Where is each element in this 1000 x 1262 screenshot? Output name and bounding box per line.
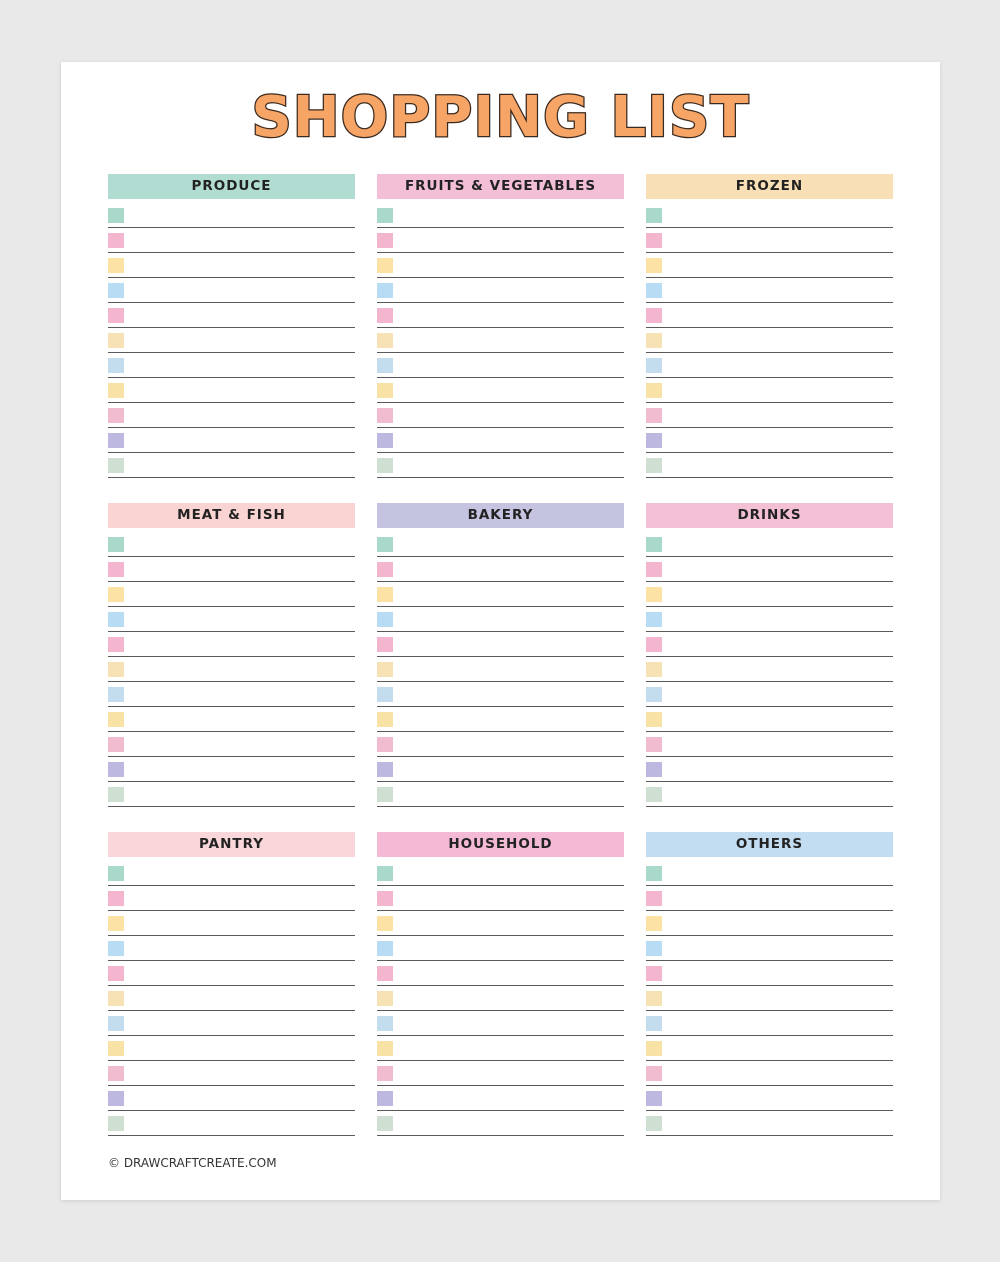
checkbox[interactable] <box>377 333 393 348</box>
list-item <box>646 1111 893 1136</box>
list-item <box>377 428 624 453</box>
section-drinks <box>646 503 893 807</box>
item-rows <box>377 201 624 478</box>
checkbox[interactable] <box>377 687 393 702</box>
checkbox[interactable] <box>377 941 393 956</box>
list-item <box>377 886 624 911</box>
list-item <box>646 1061 893 1086</box>
list-item <box>377 228 624 253</box>
checkbox[interactable] <box>108 662 124 677</box>
list-item <box>377 682 624 707</box>
section-header: MEAT & FISH <box>108 503 355 528</box>
checkbox[interactable] <box>646 208 662 223</box>
checkbox[interactable] <box>377 891 393 906</box>
list-item <box>377 278 624 303</box>
checkbox[interactable] <box>108 333 124 348</box>
checkbox[interactable] <box>646 383 662 398</box>
checkbox[interactable] <box>108 1041 124 1056</box>
list-item <box>646 986 893 1011</box>
checkbox[interactable] <box>646 762 662 777</box>
list-item <box>377 403 624 428</box>
section-meat-fish <box>108 503 355 807</box>
list-item <box>108 557 355 582</box>
list-item <box>377 961 624 986</box>
checkbox[interactable] <box>377 258 393 273</box>
list-item <box>646 353 893 378</box>
list-item <box>108 253 355 278</box>
checkbox[interactable] <box>646 1066 662 1081</box>
list-item <box>377 557 624 582</box>
checkbox[interactable] <box>646 1041 662 1056</box>
checkbox[interactable] <box>108 358 124 373</box>
checkbox[interactable] <box>377 737 393 752</box>
checkbox[interactable] <box>377 1116 393 1131</box>
checkbox[interactable] <box>108 991 124 1006</box>
list-item <box>108 1111 355 1136</box>
list-item <box>108 428 355 453</box>
checkbox[interactable] <box>646 1091 662 1106</box>
checkbox[interactable] <box>108 762 124 777</box>
list-item <box>108 378 355 403</box>
list-item <box>108 732 355 757</box>
list-item <box>646 582 893 607</box>
list-item <box>377 911 624 936</box>
list-item <box>377 657 624 682</box>
list-item <box>377 303 624 328</box>
checkbox[interactable] <box>646 1016 662 1031</box>
list-item <box>377 1061 624 1086</box>
checkbox[interactable] <box>646 866 662 881</box>
list-item <box>646 782 893 807</box>
checkbox[interactable] <box>646 562 662 577</box>
page-title: SHOPPING LIST <box>251 85 750 150</box>
list-item <box>108 782 355 807</box>
section-bakery <box>377 503 624 807</box>
list-item <box>108 886 355 911</box>
list-item <box>646 886 893 911</box>
list-item <box>377 530 624 557</box>
item-rows <box>108 530 355 807</box>
checkbox[interactable] <box>646 408 662 423</box>
list-item <box>377 732 624 757</box>
checkbox[interactable] <box>108 612 124 627</box>
checkbox[interactable] <box>646 712 662 727</box>
sections-grid <box>108 174 893 1144</box>
checkbox[interactable] <box>108 637 124 652</box>
checkbox[interactable] <box>108 1091 124 1106</box>
list-item <box>377 328 624 353</box>
checkbox[interactable] <box>646 458 662 473</box>
checkbox[interactable] <box>108 712 124 727</box>
checkbox[interactable] <box>377 866 393 881</box>
checkbox[interactable] <box>108 1066 124 1081</box>
checkbox[interactable] <box>377 762 393 777</box>
checkbox[interactable] <box>108 787 124 802</box>
checkbox[interactable] <box>377 458 393 473</box>
section-produce <box>108 174 355 478</box>
list-item <box>377 757 624 782</box>
checkbox[interactable] <box>646 941 662 956</box>
checkbox[interactable] <box>108 891 124 906</box>
item-rows <box>377 859 624 1136</box>
checkbox[interactable] <box>108 433 124 448</box>
list-item <box>108 657 355 682</box>
list-item <box>377 632 624 657</box>
checkbox[interactable] <box>108 916 124 931</box>
list-item <box>377 1086 624 1111</box>
checkbox[interactable] <box>108 1016 124 1031</box>
checkbox[interactable] <box>377 308 393 323</box>
list-item <box>646 530 893 557</box>
list-item <box>108 1036 355 1061</box>
checkbox[interactable] <box>108 941 124 956</box>
checkbox[interactable] <box>377 562 393 577</box>
list-item <box>108 961 355 986</box>
checkbox[interactable] <box>108 587 124 602</box>
section-pantry <box>108 832 355 1136</box>
list-item <box>108 986 355 1011</box>
list-item <box>646 453 893 478</box>
checkbox[interactable] <box>646 587 662 602</box>
list-item <box>108 911 355 936</box>
checkbox[interactable] <box>377 587 393 602</box>
checkbox[interactable] <box>377 537 393 552</box>
section-header: DRINKS <box>646 503 893 528</box>
list-item <box>108 278 355 303</box>
checkbox[interactable] <box>108 866 124 881</box>
list-item <box>108 453 355 478</box>
item-rows <box>377 530 624 807</box>
checkbox[interactable] <box>108 458 124 473</box>
list-item <box>108 936 355 961</box>
checkbox[interactable] <box>646 283 662 298</box>
list-item <box>377 782 624 807</box>
list-item <box>377 582 624 607</box>
list-item <box>377 1111 624 1136</box>
list-item <box>646 757 893 782</box>
section-header: BAKERY <box>377 503 624 528</box>
checkbox[interactable] <box>377 712 393 727</box>
item-rows <box>646 530 893 807</box>
checkbox[interactable] <box>646 612 662 627</box>
list-item <box>377 936 624 961</box>
list-item <box>646 682 893 707</box>
list-item <box>646 707 893 732</box>
shopping-list-sheet <box>61 62 940 1200</box>
section-header: PRODUCE <box>108 174 355 199</box>
checkbox[interactable] <box>377 1016 393 1031</box>
list-item <box>646 428 893 453</box>
list-item <box>108 303 355 328</box>
checkbox[interactable] <box>377 991 393 1006</box>
checkbox[interactable] <box>646 737 662 752</box>
checkbox[interactable] <box>646 433 662 448</box>
checkbox[interactable] <box>646 333 662 348</box>
section-fruits-vegetables <box>377 174 624 478</box>
list-item <box>646 557 893 582</box>
list-item <box>108 757 355 782</box>
checkbox[interactable] <box>108 966 124 981</box>
checkbox[interactable] <box>646 687 662 702</box>
list-item <box>377 253 624 278</box>
section-header: FROZEN <box>646 174 893 199</box>
list-item <box>108 530 355 557</box>
checkbox[interactable] <box>108 283 124 298</box>
checkbox[interactable] <box>377 612 393 627</box>
list-item <box>377 378 624 403</box>
item-rows <box>108 201 355 478</box>
list-item <box>646 859 893 886</box>
list-item <box>646 1036 893 1061</box>
list-item <box>646 657 893 682</box>
list-item <box>646 1086 893 1111</box>
checkbox[interactable] <box>108 1116 124 1131</box>
list-item <box>646 253 893 278</box>
checkbox[interactable] <box>108 562 124 577</box>
item-rows <box>646 859 893 1136</box>
checkbox[interactable] <box>646 1116 662 1131</box>
list-item <box>646 278 893 303</box>
section-household <box>377 832 624 1136</box>
list-item <box>377 986 624 1011</box>
checkbox[interactable] <box>377 1091 393 1106</box>
list-item <box>108 632 355 657</box>
checkbox[interactable] <box>646 358 662 373</box>
checkbox[interactable] <box>377 1041 393 1056</box>
item-rows <box>108 859 355 1136</box>
list-item <box>377 201 624 228</box>
list-item <box>646 1011 893 1036</box>
checkbox[interactable] <box>108 408 124 423</box>
list-item <box>646 911 893 936</box>
checkbox[interactable] <box>377 662 393 677</box>
list-item <box>108 607 355 632</box>
list-item <box>108 1011 355 1036</box>
list-item <box>377 707 624 732</box>
list-item <box>646 303 893 328</box>
list-item <box>108 328 355 353</box>
checkbox[interactable] <box>377 433 393 448</box>
checkbox[interactable] <box>646 662 662 677</box>
checkbox[interactable] <box>108 687 124 702</box>
list-item <box>646 403 893 428</box>
checkbox[interactable] <box>377 787 393 802</box>
list-item <box>646 228 893 253</box>
section-header: OTHERS <box>646 832 893 857</box>
list-item <box>646 378 893 403</box>
list-item <box>377 1011 624 1036</box>
checkbox[interactable] <box>377 208 393 223</box>
checkbox[interactable] <box>108 233 124 248</box>
checkbox[interactable] <box>646 308 662 323</box>
checkbox[interactable] <box>646 966 662 981</box>
list-item <box>108 353 355 378</box>
checkbox[interactable] <box>377 383 393 398</box>
checkbox[interactable] <box>377 283 393 298</box>
checkbox[interactable] <box>108 537 124 552</box>
item-rows <box>646 201 893 478</box>
copyright-footer: © DRAWCRAFTCREATE.COM <box>108 1156 277 1170</box>
list-item <box>108 1061 355 1086</box>
checkbox[interactable] <box>377 966 393 981</box>
section-header: HOUSEHOLD <box>377 832 624 857</box>
section-others <box>646 832 893 1136</box>
list-item <box>646 961 893 986</box>
list-item <box>108 859 355 886</box>
section-header: PANTRY <box>108 832 355 857</box>
list-item <box>646 201 893 228</box>
checkbox[interactable] <box>646 258 662 273</box>
list-item <box>377 453 624 478</box>
list-item <box>108 582 355 607</box>
checkbox[interactable] <box>646 537 662 552</box>
list-item <box>108 201 355 228</box>
list-item <box>646 632 893 657</box>
list-item <box>646 936 893 961</box>
checkbox[interactable] <box>108 737 124 752</box>
checkbox[interactable] <box>646 787 662 802</box>
checkbox[interactable] <box>377 1066 393 1081</box>
checkbox[interactable] <box>377 233 393 248</box>
list-item <box>646 732 893 757</box>
list-item <box>646 607 893 632</box>
list-item <box>108 403 355 428</box>
checkbox[interactable] <box>108 208 124 223</box>
checkbox[interactable] <box>377 916 393 931</box>
list-item <box>108 228 355 253</box>
checkbox[interactable] <box>646 233 662 248</box>
section-frozen <box>646 174 893 478</box>
list-item <box>377 607 624 632</box>
checkbox[interactable] <box>377 637 393 652</box>
checkbox[interactable] <box>646 891 662 906</box>
checkbox[interactable] <box>377 408 393 423</box>
checkbox[interactable] <box>646 637 662 652</box>
checkbox[interactable] <box>108 383 124 398</box>
checkbox[interactable] <box>108 258 124 273</box>
checkbox[interactable] <box>646 916 662 931</box>
list-item <box>377 1036 624 1061</box>
list-item <box>108 1086 355 1111</box>
checkbox[interactable] <box>108 308 124 323</box>
list-item <box>646 328 893 353</box>
checkbox[interactable] <box>377 358 393 373</box>
section-header: FRUITS & VEGETABLES <box>377 174 624 199</box>
list-item <box>108 682 355 707</box>
list-item <box>377 859 624 886</box>
list-item <box>377 353 624 378</box>
checkbox[interactable] <box>646 991 662 1006</box>
list-item <box>108 707 355 732</box>
